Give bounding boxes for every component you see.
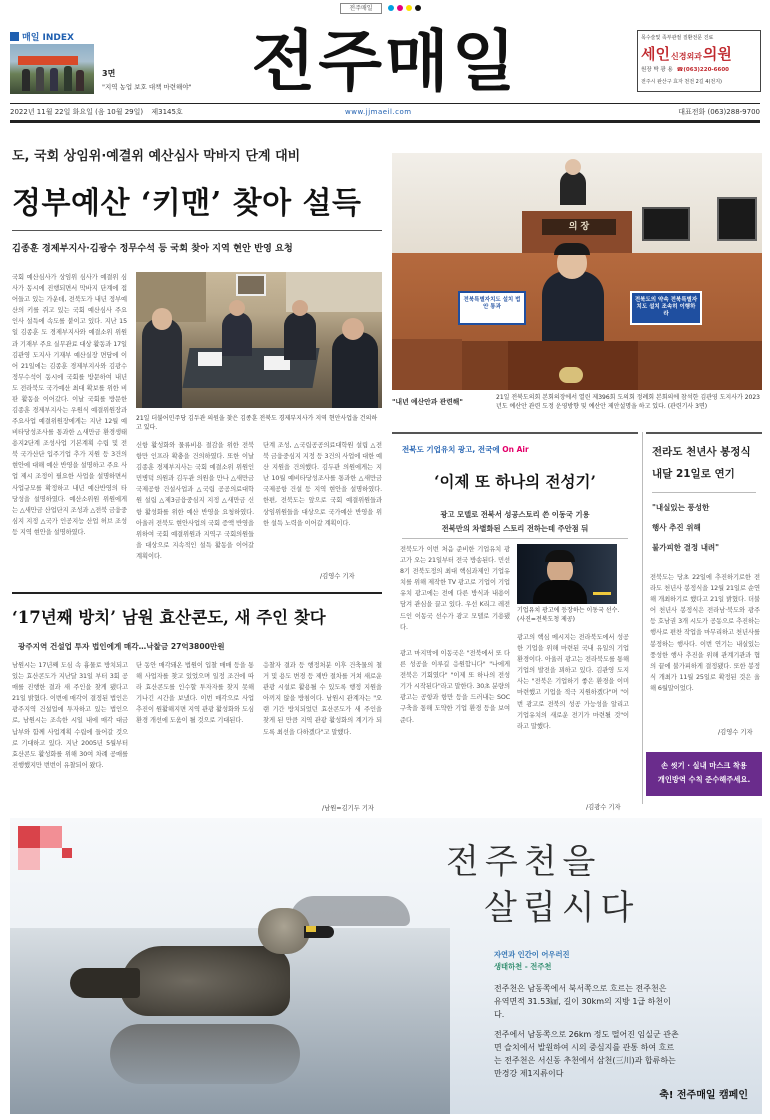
masthead-title: 전주매일	[251, 23, 519, 100]
feature-photo	[517, 544, 617, 604]
ad-top-line1: 목수술및 족부관절 질환전문 진료	[641, 35, 714, 41]
assembly-label: "내년 예산안과 관련해"	[392, 398, 463, 406]
date-line-top-rule	[10, 103, 760, 104]
index-page: 3면	[102, 69, 116, 78]
campaign-decor-red	[18, 826, 40, 848]
feature-deck-1: 광고 모델로 전북서 성공스토리 쓴 이동국 기용	[440, 510, 590, 519]
second-top-rule	[12, 592, 382, 594]
duck-reflection	[110, 1024, 300, 1084]
campaign-para-1: 전주천은 남동쪽에서 북서쪽으로 흐르는 전주천은 유역면적 31.53㎢, 길이 30km의 지방 1급 하천이다.	[494, 984, 671, 1019]
lead-photo-person-2	[222, 312, 252, 356]
ad-top-brand-tail: 의원	[702, 45, 732, 63]
index-box	[10, 30, 240, 96]
assembly-caption-credit: (관련기사 3면)	[667, 403, 708, 410]
registration-box: 전주매일	[340, 3, 382, 14]
second-body-col2: 단 동안 매각돼온 법원이 입찰 매매 등을 통해 사업자를 찾고 있었으며 일정 조건에 따라 효산콘도를 인수할 투자자를 찾지 못해 기나긴 시간을 보냈다. 이번 매각으로 사업 추진이 원활해지면 지역 관광 활성화와 도심 환경 개선에 도움이 될 것으로 기대된다.	[136, 662, 254, 725]
second-byline: /남원=김기두 기자	[322, 805, 374, 812]
lead-body-col2: 신항 활성화와 물류비용 절감을 위한 전북 항만 인프라 확충을 건의하였다. 또한 이날 김종훈 경제부지사는 국회 예결소위 위원인 민병덕 의원과 김두관 의원을 만나 △새만금 국제공항 건설사업과 △국립 공공의료대학원 설립 △제3금융중심지 지정 △새만금 신항 활성화를 위한 예산 반영을 요청하였다. 아울러 전북도 현안사업의 국회 증액 반영을 위하여 국회 예결위원과 지역구 국회의원들을 대상으로 지속적인 설득 활동을 이어갈 계획이다.	[136, 442, 254, 560]
campaign-sub-2: 생태하천 - 전주천	[494, 962, 552, 971]
feature-body-col1: 전북도가 이번 처음 준비한 기업유치 광고가 오는 21일부터 전국 방송된다. 민선 8기 전북도정의 최대 핵심과제인 기업유치를 위해 제작한 TV 광고로 기업이 기업유치 광고에는 전에 다른 방식과 내용이 담겨 관심을 끌고 있다. 우선 K리그 레전드인 이동국 선수가 광고 모델로 기용됐다.	[400, 546, 510, 631]
magenta-dot	[397, 5, 403, 11]
mask-notice-line1: 손 씻기 · 실내 마스크 착용	[661, 761, 747, 770]
feature-deck-rule	[402, 538, 628, 539]
second-subhead: 광주지역 건설업 투자 법인에게 매각…낙찰금 27억3800만원	[18, 642, 225, 651]
campaign-title-1: 전주천을	[446, 842, 602, 882]
cyan-dot	[388, 5, 394, 11]
ad-top-brand: 세인	[641, 45, 670, 63]
index-label: 매일 INDEX	[10, 30, 74, 43]
assembly-nameplate: 의 장	[542, 219, 616, 235]
lead-byline: /김영수 기자	[320, 573, 355, 580]
website-link[interactable]: www.jjmaeil.com	[345, 108, 412, 116]
ad-top-tel: ☎(063)220-6600	[676, 67, 729, 73]
lead-sub-rule	[12, 230, 382, 231]
phone-number: 대표전화 (063)288-9700	[678, 108, 760, 116]
assembly-speaker	[542, 271, 604, 351]
mask-notice-line2: 개인방역 수칙 준수해주세요.	[657, 775, 751, 784]
feature-photo-caption	[517, 606, 627, 626]
ad-top-brand-sub: 신경외과	[670, 52, 702, 61]
feature-deck-2: 전북만의 차별화된 스토리 전하는데 주안점 둬	[441, 524, 589, 533]
duck-head	[258, 908, 310, 954]
date-text: 2022년 11월 22일 화요일 (음 10월 29일)	[10, 108, 144, 116]
lead-body-col1: 국회 예산심사가 상임위 심사가 예결위 심사가 동시에 진행되면서 막바지 단계에 접어들고 있는 가운데, 전북도가 내년 정부예산의 키를 쥐고 있는 국회 예산심사 주요 인사 설득에 속도를 붙이고 있다. 지난 15일 김종훈 도 경제부지사와 예결소위 위원과 기재부 주요 실무관료 대상 활동과 17일 김관영 도지사 기재부 예산실장 면담에 이어 21일에는 김종훈 경제부지사와 김광수 정무수석이 동시에 국회를 방문하여 내년도 전라북도 국가예산 최대 확보를 위한 비판 활동을 이어갔다. 이날 국회를 방문한 김종훈 경제부지사는 우원식 예결위원장과	[12, 274, 127, 415]
ad-top-addr: 전주시 완산구 효자 천전 2길 4(전지)	[641, 79, 723, 85]
feature-photo-credit: (사진=전북도청 제공)	[517, 616, 575, 623]
lead-body-col1b: 주요사업 예결위원장에게는 지난 12월 예비타당성조사를 통과한 △새만금 환경생태용지2단계 조성사업 기본계획 수립 및 전북 국가산단 입주기업 추가 지원 등 3건의 현안에 대해 예산 반영을 설명하고 주요 사업 제시 조정이 필요한 사업을 설명하면서 사업규모를 확정하고 내년 예산반영의 타당성을 설명하였다. 예산소위원 위원에게는 △새만금 산업단지 조성과 △전북 금융중심지 지정 △국가 인공지능 산업 허브 조성 등 지역 현안을 설명하였다.	[12, 418, 127, 536]
campaign-para-2: 전주에서 남동쪽으로 26km 정도 떨어진 임실군 관촌면 슬치에서 발원하여 시의 중심지를 관통 하여 흐르는 전주천은 서신동 추천에서 삼천(三川)과 합류하는 만경강 제1지류이다	[494, 1030, 679, 1078]
date-line-bottom-rule	[10, 120, 760, 123]
feature-photo-caption-text: 기업유치 광고에 등장하는 이동국 선수.	[517, 607, 620, 614]
date-line	[10, 105, 760, 119]
brief-divider	[642, 432, 643, 804]
campaign-title-2: 살립시다	[484, 888, 640, 928]
lead-photo-person-3	[284, 312, 316, 360]
issue-number: 제3145호	[151, 108, 183, 116]
placard-left: 전북특별자치도 설치 법안 통과	[458, 291, 526, 325]
lead-photo-person-1	[142, 318, 182, 408]
lead-photo	[136, 272, 382, 408]
ad-top-right	[637, 30, 761, 92]
brief-rule	[652, 492, 756, 493]
campaign-footer: 축! 전주매일 캠페인	[659, 1090, 748, 1101]
brief-quote-1: "내실있는 풍성한	[652, 503, 710, 512]
mask-notice	[646, 752, 762, 796]
index-summary: "지역 농업 보호 대책 마련해야"	[102, 83, 192, 91]
brief-headline-2: 내달 21일로 연기	[652, 468, 735, 480]
yellow-dot	[406, 5, 412, 11]
feature-body-col2: 광고의 핵심 메시지는 전라북도에서 성공한 기업을 위해 마련된 국내 유일의 기업환경이다. 아울러 광고는 전라북도를 통해 기업의 발전을 꾀하고 있다. 김관영 도지사는 "전북은 기업하기 좋은 환경을 이미 마련했고 기업을 적극 지원하겠다"며 "이번 광고로 전북의 성공 가능성을 알리고 기업유치의 새로운 전기가 마련될 것"이라고 말했다.	[517, 634, 629, 730]
black-dot	[415, 5, 421, 11]
lead-photo-person-4	[332, 332, 378, 408]
assembly-caption-text: 21일 전북도의회 본회의장에서 열린 제396회 도의회 정례회 본회의에 참석한 김관영 도지사가 2023년도 예산안 관련 도정 운영방향 및 예산안 제안설명을 하고 있다.	[496, 394, 760, 410]
feature-body-col1b: 광고 마지막에 이동국은 "전북에서 또 다른 성공을 이루길 응원합니다" "나에게 전북은 기회였다" "이제 또 하나의 전성기가 시작된다"라고 말한다. 30초 분량의 광고는 공항과 항만 등을 드러내는 SOC 구축을 통해 도약한 기업 환경 등을 보여준다.	[400, 650, 510, 724]
color-registration-marks	[388, 5, 421, 13]
placard-right: 전북도의 약속 전북특별자치도 설치 조속히 이행하라	[630, 291, 702, 325]
assembly-monitor	[642, 207, 690, 241]
campaign-ad	[10, 818, 762, 1114]
lead-headline: 정부예산 ‘키맨’ 찾아 설득	[12, 186, 362, 221]
second-headline: ‘17년째 방치’ 남원 효산콘도, 새 주인 찾다	[12, 608, 326, 627]
lead-subhead: 김종훈 경제부지사·김광수 정무수석 등 국회 찾아 지역 현안 반영 요청	[12, 243, 293, 254]
second-body-col3: 응찰자 결과 등 행정처분 이후 건축물의 철거 및 용도 변경 등 제반 절차를 거쳐 새로운 관광 시설로 활용될 수 있도록 행정 지원을 아끼지 않을 방침이다. 남원시 관계자는 "오랜 기간 방치되었던 효산콘도가 새 주인을 찾게 된 만큼 지역 관광 활성화의 계기가 되도록 최선을 다하겠다"고 말했다.	[263, 662, 382, 736]
index-icon	[10, 32, 19, 41]
brief-byline: /김영수 기자	[718, 729, 753, 736]
feature-label: 전북도 기업유치 광고, 전국에 On Air	[402, 445, 529, 454]
brief-quote-3: 불가피한 결정 내려"	[652, 543, 720, 552]
brief-quote-2: 행사 추진 위해	[652, 523, 701, 532]
brief-body: 전북도는 당초 22일에 추진하기로한 전라도 천년사 봉정식을 12월 21일로 순연해 개최하기로 했다고 21일 밝혔다. 더불어 천년사 봉정식은 전라남·북도와 광주 등 호남권 3개 시도가 공동으로 추진하는 행사로 편찬 작업을 마무리하고 천년사를 봉정하는 행사다. 이번 연기는 내실있는 풍성한 행사 추진을 위해 관계기관과 협의 끝에 불가피하게 결정됐다. 또한 봉정식 개최가 11월 25일로 확정된 것은 올해 6월말이었다.	[650, 574, 760, 692]
feature-label-tag: On Air	[502, 445, 529, 454]
index-thumbnail	[10, 44, 94, 94]
assembly-photo	[392, 153, 762, 390]
lead-kicker: 도, 국회 상임위·예결위 예산심사 막바지 단계 대비	[12, 149, 301, 164]
campaign-sub-1: 자연과 인간이 어우러진	[494, 950, 570, 959]
ad-top-director: 원장 박 광 용	[641, 67, 673, 73]
brief-headline-1: 전라도 천년사 봉정식	[652, 446, 751, 458]
feature-headline: ‘이제 또 하나의 전성기’	[434, 472, 596, 491]
duck-body	[120, 946, 290, 1016]
assembly-caption	[496, 393, 762, 415]
second-body-col1: 남원시는 17년째 도심 속 흉물로 방치되고 있는 효산콘도가 지난달 31일 부터 3회 공매를 진행한 결과 새 주인을 찾게 됐다고 21일 밝혔다. 이번에 매각이 결정된 법인은 광주지역 건설업에 투자하고 있는 법인으로, 남원시는 조속한 시일 내에 매각 대금 납부와 함께 사업계획 수립에 들어갈 것으로 기대하고 있다. 지난 2005년 5월부터 효산콘도 활성화를 위해 30여 차례 공매를 진행했지만 번번이 유찰되어 왔다.	[12, 662, 128, 769]
lead-body-col3: 단계 조성, △국립공공의료대학원 설립 △전북 금융중심지 지정 등 3건의 사업에 대한 예산 지원을 건의했다. 김두관 의원에게는 지난 10월 예비타당성조사를 통과한 △새만금 국제공항 건설 등 지역 현안을 설명하였다. 한편, 전북도는 앞으로 국회 예결위원들과 상임위원들을 대상으로 국가예산 반영을 위한 설득 노력을 이어갈 계획이다.	[263, 442, 382, 527]
lead-photo-caption: 21일 더불어민주당 김두관 의원을 찾은 김종훈 전북도 경제부지사가 지역 현안사업을 건의하고 있다.	[136, 415, 378, 431]
feature-byline: /김광수 기자	[586, 804, 621, 811]
